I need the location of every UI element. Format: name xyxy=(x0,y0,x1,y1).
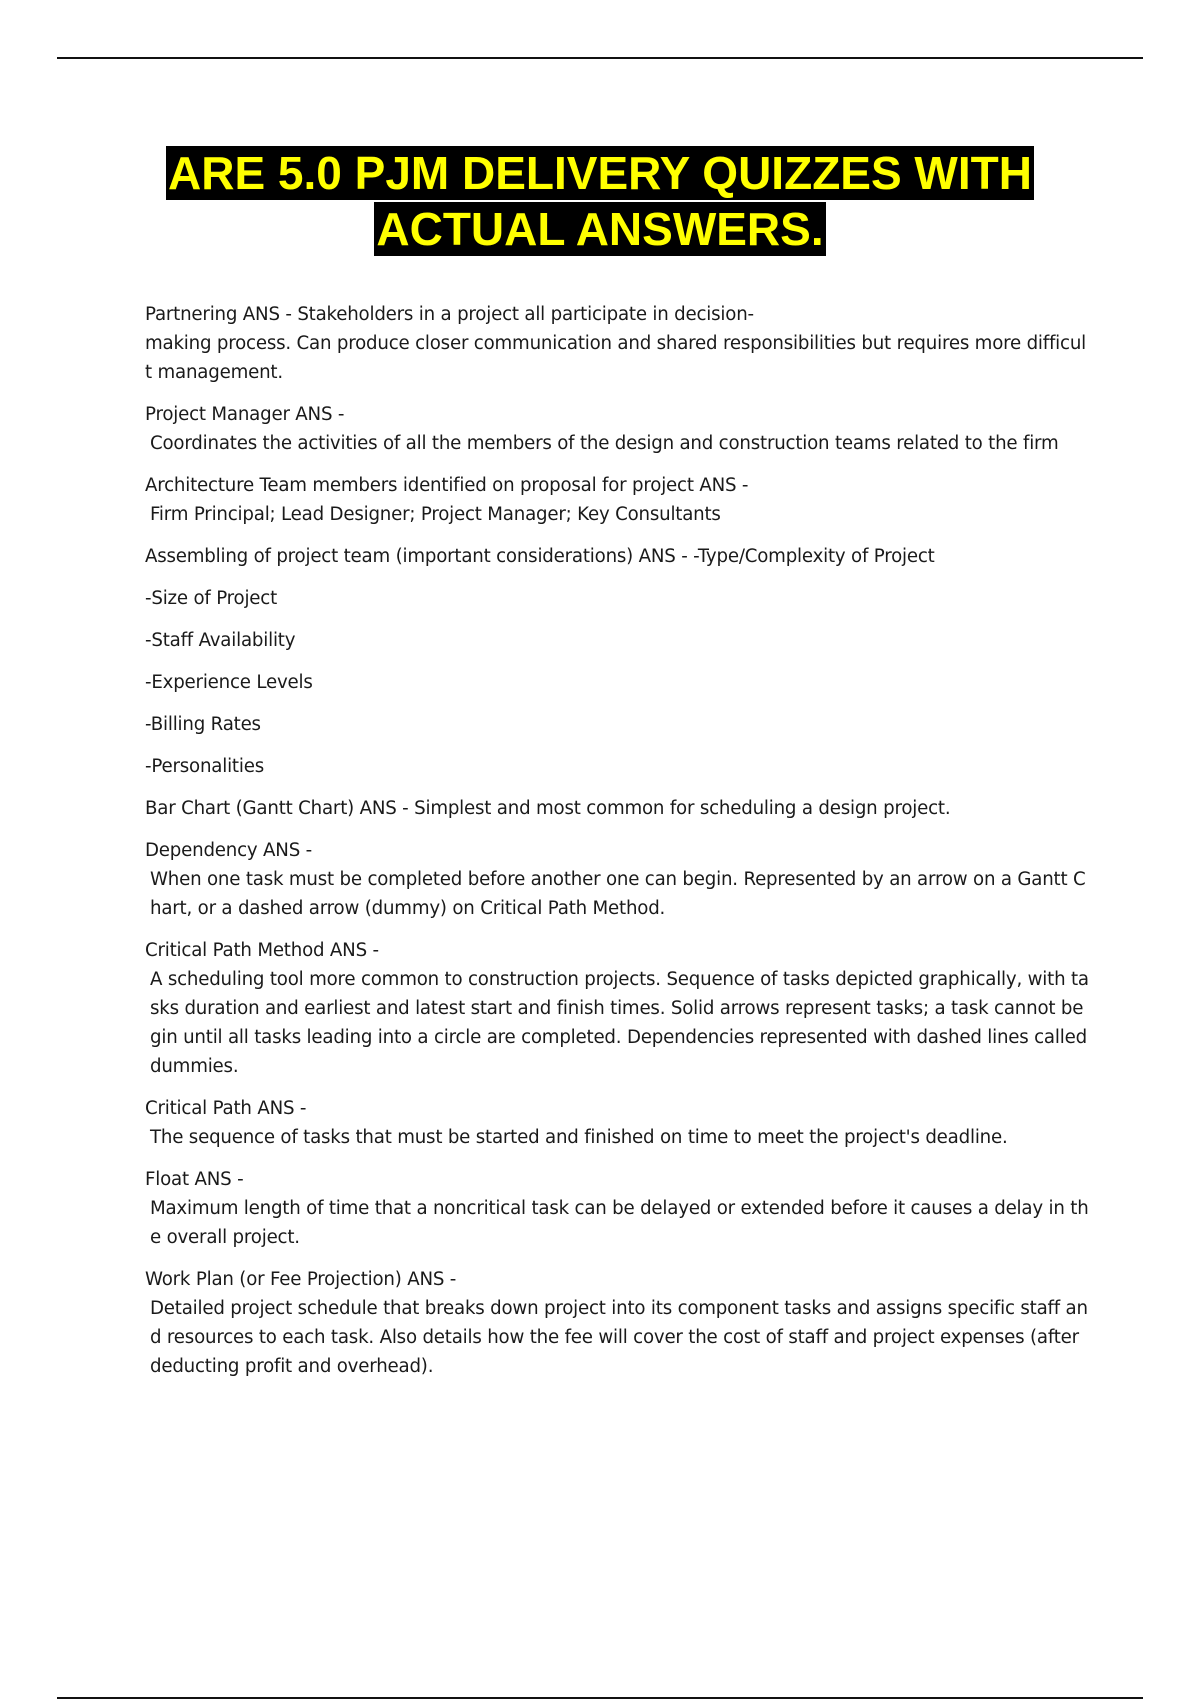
entry-answer: The sequence of tasks that must be started and finished on time to meet the project's deadline. xyxy=(150,1127,1008,1148)
document-title xyxy=(100,146,1100,256)
entry-term: Bar Chart (Gantt Chart) ANS - Simplest and most common for scheduling a design project. xyxy=(145,798,951,819)
entry-critical-path-method xyxy=(145,936,1090,1081)
entry-term: Project Manager ANS - xyxy=(145,404,345,425)
entry-term: -Billing Rates xyxy=(145,714,261,735)
title-line-1: ARE 5.0 PJM DELIVERY QUIZZES WITH xyxy=(168,147,1032,199)
entry-personalities xyxy=(145,752,1090,781)
entry-partnering xyxy=(145,300,1090,387)
entry-architecture-team xyxy=(145,471,1090,529)
title-line-2: ACTUAL ANSWERS. xyxy=(376,203,824,255)
entry-answer: making process. Can produce closer communication and shared responsibilities but requires more difficult management. xyxy=(145,333,1087,383)
entry-float xyxy=(145,1165,1090,1252)
entry-term: Assembling of project team (important considerations) ANS - -Type/Complexity of Project xyxy=(145,546,935,567)
entry-term: Work Plan (or Fee Projection) ANS - xyxy=(145,1269,457,1290)
entry-term: Float ANS - xyxy=(145,1169,244,1190)
entry-term: -Size of Project xyxy=(145,588,278,609)
entry-term: Critical Path Method ANS - xyxy=(145,940,379,961)
entry-answer: A scheduling tool more common to construction projects. Sequence of tasks depicted graphically, with tasks duration and earliest and latest start and finish times. Solid arrows represent tasks; a task cannot begin until all tasks leading into a circle are completed. Dependencies represented with dashed lines called dummies. xyxy=(150,969,1089,1077)
bottom-divider xyxy=(57,1697,1143,1699)
document-body xyxy=(145,300,1090,1394)
entry-critical-path xyxy=(145,1094,1090,1152)
entry-answer: Maximum length of time that a noncritical task can be delayed or extended before it causes a delay in the overall project. xyxy=(150,1198,1089,1248)
entry-term: Critical Path ANS - xyxy=(145,1098,307,1119)
entry-project-manager xyxy=(145,400,1090,458)
entry-term: -Personalities xyxy=(145,756,264,777)
entry-answer: Firm Principal; Lead Designer; Project Manager; Key Consultants xyxy=(150,504,721,525)
entry-term: -Staff Availability xyxy=(145,630,296,651)
entry-staff-availability xyxy=(145,626,1090,655)
entry-bar-chart xyxy=(145,794,1090,823)
entry-billing-rates xyxy=(145,710,1090,739)
entry-answer: When one task must be completed before another one can begin. Represented by an arrow on a Gantt Chart, or a dashed arrow (dummy) on Critical Path Method. xyxy=(150,869,1086,919)
entry-term: Architecture Team members identified on proposal for project ANS - xyxy=(145,475,749,496)
entry-term: -Experience Levels xyxy=(145,672,313,693)
entry-answer: Coordinates the activities of all the members of the design and construction teams related to the firm xyxy=(150,433,1059,454)
entry-dependency xyxy=(145,836,1090,923)
entry-answer: Detailed project schedule that breaks down project into its component tasks and assigns specific staff and resources to each task. Also details how the fee will cover the cost of staff and project expenses (after deducting profit and overhead). xyxy=(150,1298,1088,1377)
entry-assembling-team xyxy=(145,542,1090,571)
entry-size-of-project xyxy=(145,584,1090,613)
entry-term: Dependency ANS - xyxy=(145,840,312,861)
entry-experience-levels xyxy=(145,668,1090,697)
entry-work-plan xyxy=(145,1265,1090,1381)
entry-term: Partnering ANS - Stakeholders in a project all participate in decision- xyxy=(145,304,754,325)
top-divider xyxy=(57,57,1143,59)
